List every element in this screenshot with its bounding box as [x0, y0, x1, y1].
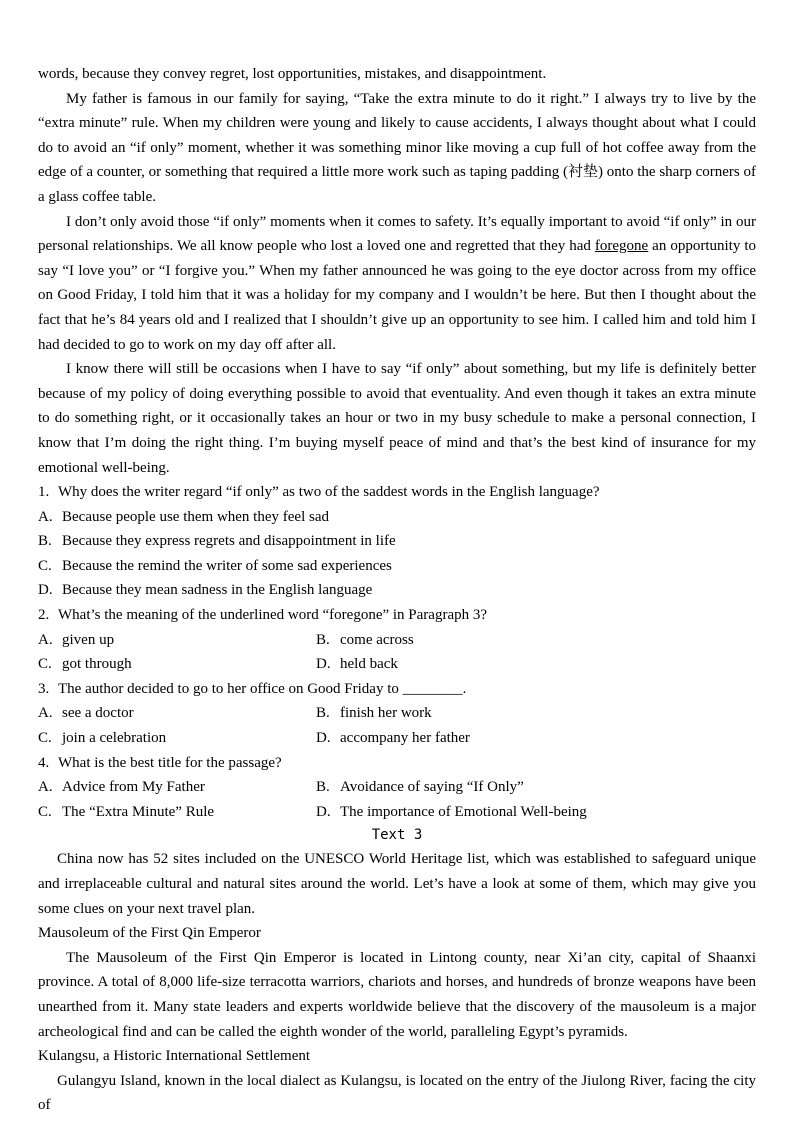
option-text: Avoidance of saying “If Only”: [340, 779, 524, 796]
text3-section: [38, 824, 756, 1118]
option-letter: A.: [38, 779, 53, 796]
option-letter: A.: [38, 705, 53, 722]
option-text: Because the remind the writer of some sad experiences: [62, 557, 392, 574]
option-text: Because they express regrets and disappointment in life: [62, 533, 396, 550]
section-heading: Text 3: [371, 827, 423, 844]
option-text: see a doctor: [62, 705, 134, 722]
option-letter: B.: [38, 533, 52, 550]
option-letter: C.: [38, 557, 52, 574]
option-text: The “Extra Minute” Rule: [62, 803, 215, 820]
answer-option-a: [38, 775, 316, 800]
answer-option-a: [38, 505, 756, 530]
underlined-word-foregone: foregone: [594, 238, 649, 255]
subheading-kulangsu: Kulangsu, a Historic International Settlement: [38, 1048, 311, 1065]
option-letter: D.: [316, 730, 331, 747]
answer-options: [38, 628, 756, 677]
answer-option-b: [38, 529, 756, 554]
question-stem: [38, 751, 756, 776]
question-text: The author decided to go to her office on Good Friday to ________.: [58, 680, 467, 697]
answer-option-a: [38, 628, 316, 653]
answer-option-d: [316, 726, 756, 751]
option-text: accompany her father: [340, 730, 470, 747]
option-text: given up: [62, 631, 115, 648]
option-text: got through: [62, 656, 132, 673]
text3-paragraph: The Mausoleum of the First Qin Emperor is located in Lintong county, near Xi’an city, capital of Shaanxi province. A total of 8,000 life-size terracotta warriors, chariots and horses, and hundreds of bronze weapons have been unearthed from it. Many state leaders and experts worldwide believe that the discovery of the mausoleum is a major archeological find and can be called the eighth wonder of the world, paralleling Egypt’s pyramids.: [38, 949, 756, 1040]
passage-text: an opportunity to say “I love you” or “I forgive you.” When my father announced he was going to the eye doctor across from my office on Good Friday, I told him that it was a holiday for my company and I wouldn’t be here. But then I thought about the fact that he’s 84 years old and I realized that I shouldn’t give up an opportunity to see him. I called him and told him I had decided to go to work on my day off after all.: [38, 238, 756, 353]
question-3: [38, 677, 756, 751]
answer-options: [38, 505, 756, 603]
question-number: 2.: [38, 607, 50, 624]
question-text: What is the best title for the passage?: [58, 754, 282, 771]
option-letter: A.: [38, 508, 53, 525]
answer-option-c: [38, 726, 316, 751]
answer-option-a: [38, 701, 316, 726]
answer-option-b: [316, 628, 756, 653]
question-2: [38, 603, 756, 677]
option-text: Advice from My Father: [62, 779, 205, 796]
answer-option-c: [38, 554, 756, 579]
passage-text: I don’t only avoid those “if only” moments when it comes to safety. It’s equally important to avoid “if only” in our personal relationships. We all know people who lost a loved one and regretted that they had: [38, 213, 756, 255]
question-text: Why does the writer regard “if only” as two of the saddest words in the English language?: [58, 484, 600, 501]
question-text: What’s the meaning of the underlined word “foregone” in Paragraph 3?: [58, 607, 488, 624]
question-number: 1.: [38, 484, 50, 501]
reading-passage: [38, 62, 756, 480]
answer-options: [38, 775, 756, 824]
question-stem: [38, 480, 756, 505]
answer-option-d: [316, 652, 756, 677]
passage-paragraph: words, because they convey regret, lost opportunities, mistakes, and disappointment.: [38, 66, 547, 82]
option-letter: D.: [316, 656, 331, 673]
answer-option-c: [38, 800, 316, 825]
passage-paragraph: My father is famous in our family for saying, “Take the extra minute to do it right.” I always try to live by the “extra minute” rule. When my children were young and likely to cause accidents, I always thought about what I could do to avoid an “if only” moment, whether it was something minor like moving a cup full of hot coffee away from the edge of a counter, or something that required a little more work such as taping padding (衬垫) onto the sharp corners of a glass coffee table.: [38, 90, 756, 205]
answer-option-c: [38, 652, 316, 677]
option-letter: D.: [316, 803, 331, 820]
option-text: come across: [340, 631, 414, 648]
passage-paragraph: I know there will still be occasions when I have to say “if only” about something, but my life is definitely better because of my policy of doing everything possible to avoid that eventuality. And even though it takes an extra minute to do something right, or it occasionally takes an hour or two in my busy schedule to make a personal connection, I know that I’m doing the right thing. I’m buying myself peace of mind and that’s the best kind of insurance for my emotional well-being.: [38, 361, 756, 476]
answer-option-d: [316, 800, 756, 825]
text3-intro-paragraph: China now has 52 sites included on the UNESCO World Heritage list, which was established to safeguard unique and irreplaceable cultural and natural sites around the world. Let’s have a look at some of them, which may give you some clues on your next travel plan.: [38, 851, 756, 917]
questions-section: [38, 480, 756, 824]
option-letter: B.: [316, 779, 330, 796]
option-letter: D.: [38, 582, 53, 599]
option-text: join a celebration: [62, 730, 167, 747]
passage-paragraph: [38, 210, 756, 358]
option-text: finish her work: [340, 705, 432, 722]
question-number: 4.: [38, 754, 50, 771]
answer-options: [38, 701, 756, 750]
option-letter: C.: [38, 730, 52, 747]
question-stem: [38, 677, 756, 702]
option-text: The importance of Emotional Well-being: [340, 803, 587, 820]
question-4: [38, 751, 756, 825]
option-letter: C.: [38, 803, 52, 820]
option-letter: A.: [38, 631, 53, 648]
option-letter: B.: [316, 631, 330, 648]
option-letter: B.: [316, 705, 330, 722]
answer-option-d: [38, 578, 756, 603]
question-number: 3.: [38, 680, 50, 697]
option-text: held back: [340, 656, 398, 673]
subheading-mausoleum: Mausoleum of the First Qin Emperor: [38, 925, 261, 942]
option-text: Because they mean sadness in the English language: [62, 582, 373, 599]
question-1: [38, 480, 756, 603]
option-text: Because people use them when they feel sad: [62, 508, 329, 525]
answer-option-b: [316, 775, 756, 800]
question-stem: [38, 603, 756, 628]
text3-paragraph: Gulangyu Island, known in the local dialect as Kulangsu, is located on the entry of the Jiulong River, facing the city of: [38, 1072, 756, 1114]
answer-option-b: [316, 701, 756, 726]
option-letter: C.: [38, 656, 52, 673]
